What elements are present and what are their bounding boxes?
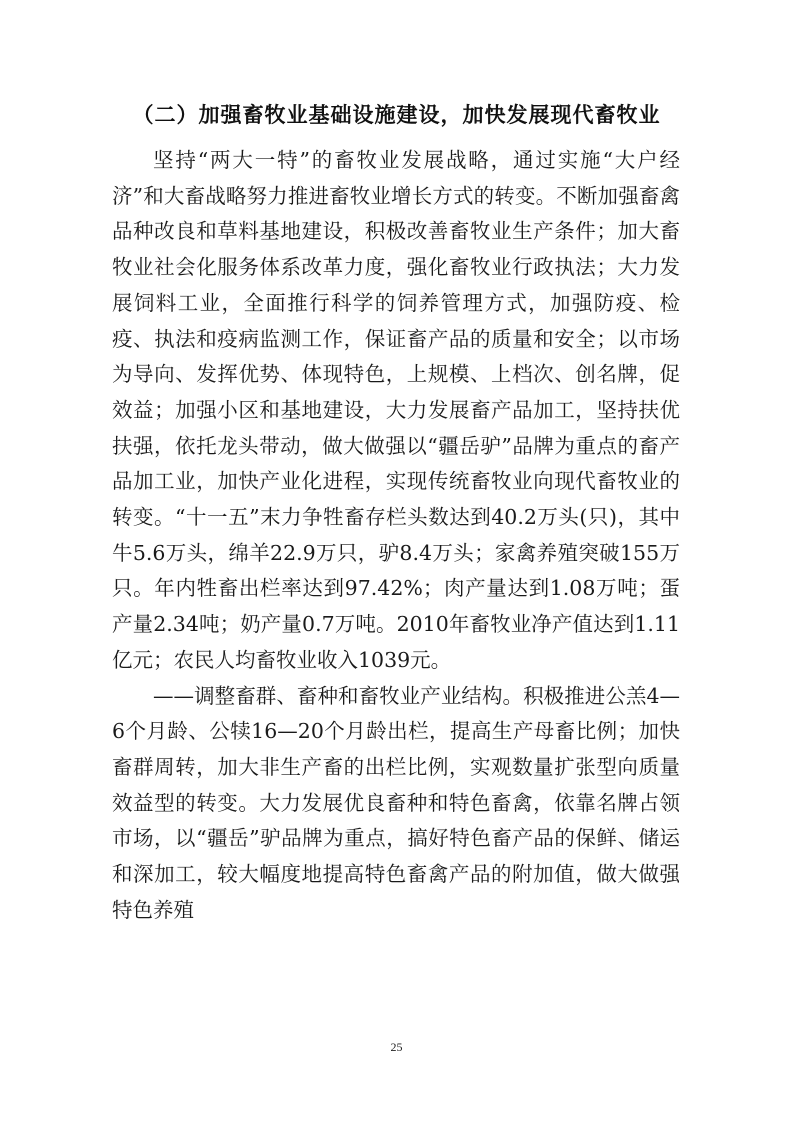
paragraph-herd-structure: ——调整畜群、畜种和畜牧业产业结构。积极推进公羔4—6个月龄、公犊16—20个月龄出栏，提高生产母畜比例；加快畜群周转，加大非生产畜的出栏比例，实观数量扩张型向质量效益型的转变。大力发展优良畜种和特色畜禽，依靠名牌占领市场，以“疆岳”驴品牌为重点，搞好特色畜产品的保鲜、储运和深加工，较大幅度地提高特色畜禽产品的附加值，做大做强特色养殖 xyxy=(112,683,680,922)
page-number: 25 xyxy=(390,1040,403,1054)
paragraph-livestock-strategy: 坚持“两大一特”的畜牧业发展战略，通过实施“大户经济”和大畜战略努力推进畜牧业增长方式的转变。不断加强畜禽品种改良和草料基地建设，积极改善畜牧业生产条件；加大畜牧业社会化服务体系改革力度，强化畜牧业行政执法；大力发展饲料工业，全面推行科学的饲养管理方式，加强防疫、检疫、执法和疫病监测工作，保证畜产品的质量和安全；以市场为导向、发挥优势、体现特色，上规模、上档次、创名牌，促效益；加强小区和基地建设，大力发展畜产品加工，坚持扶优扶强，依托龙头带动，做大做强以“疆岳驴”品牌为重点的畜产品加工业，加快产业化进程，实现传统畜牧业向现代畜牧业的转变。“十一五”末力争牲畜存栏头数达到40.2万头(只)，其中牛5.6万头，绵羊22.9万只，驴8.4万头；家禽养殖突破155万只。年内牲畜出栏率达到97.42%；肉产量达到1.08万吨；蛋产量2.34吨；奶产量0.7万吨。2010年畜牧业净产值达到1.11亿元；农民人均畜牧业收入1039元。 xyxy=(112,148,680,672)
section-heading: （二）加强畜牧业基础设施建设，加快发展现代畜牧业 xyxy=(132,103,661,127)
document-body xyxy=(112,143,680,928)
